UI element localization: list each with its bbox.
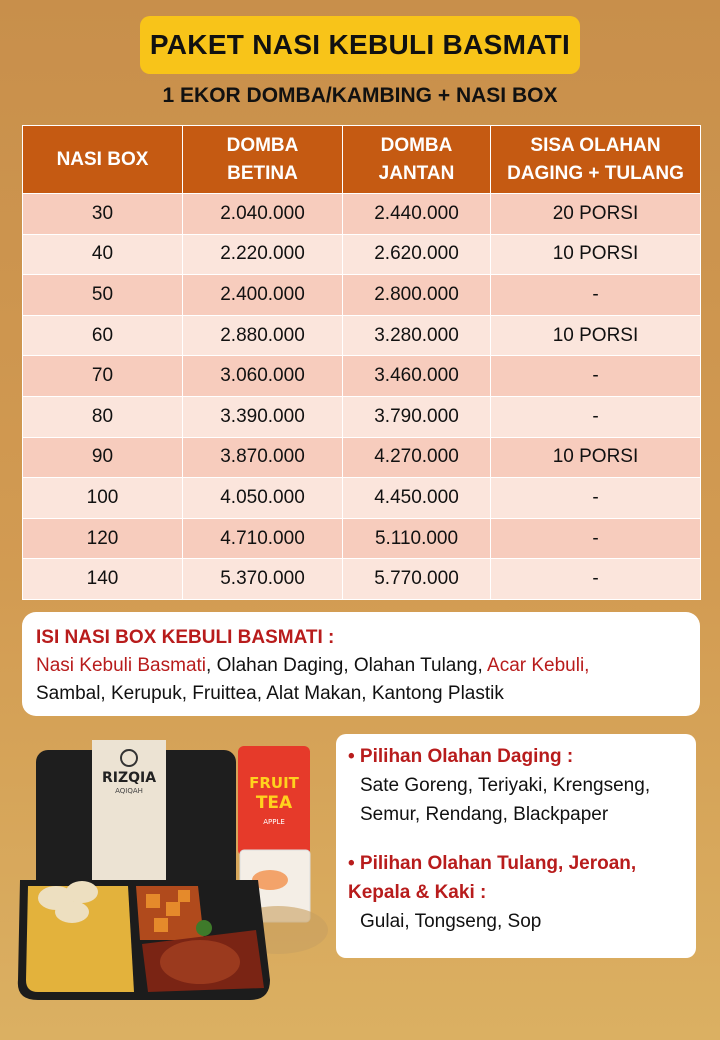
nasi-box-photo (8, 730, 332, 1030)
pilihan-daging-line-2: Semur, Rendang, Blackpaper (360, 804, 609, 825)
pilihan-tulang-line-1: Gulai, Tongseng, Sop (360, 911, 542, 932)
cell-domba-jantan: 3.280.000 (343, 315, 491, 356)
cell-domba-jantan: 2.440.000 (343, 194, 491, 235)
brand-name: RIZQIA (101, 770, 157, 786)
cell-domba-jantan: 2.800.000 (343, 275, 491, 316)
isi-items-middle: , Olahan Daging, Olahan Tulang, (206, 655, 488, 676)
cell-domba-betina: 2.040.000 (183, 194, 343, 235)
brand-subname: AQIQAH (115, 787, 143, 795)
brand-sleeve (92, 740, 166, 900)
cell-domba-jantan: 2.620.000 (343, 234, 491, 275)
cell-domba-jantan: 3.790.000 (343, 396, 491, 437)
cell-nasi-box: 140 (23, 559, 183, 600)
pilihan-tulang-title-2: Kepala & Kaki : (348, 882, 487, 903)
cell-sisa-olahan: 10 PORSI (491, 234, 701, 275)
cell-domba-betina: 2.400.000 (183, 275, 343, 316)
cell-nasi-box: 100 (23, 478, 183, 519)
cell-domba-jantan: 4.450.000 (343, 478, 491, 519)
pilihan-tulang-title-1: • Pilihan Olahan Tulang, Jeroan, (348, 853, 637, 874)
table-header-row (23, 126, 701, 194)
garnish (196, 920, 212, 936)
isi-title: ISI NASI BOX KEBULI BASMATI : (36, 627, 335, 648)
table-row (23, 234, 701, 275)
header-nasi-box: NASI BOX (23, 126, 183, 194)
table-row (23, 478, 701, 519)
cell-domba-betina: 2.880.000 (183, 315, 343, 356)
cell-domba-jantan: 5.770.000 (343, 559, 491, 600)
table-row (23, 315, 701, 356)
fruit-tea-label-1: FRUIT (249, 774, 299, 792)
cell-nasi-box: 40 (23, 234, 183, 275)
cell-nasi-box: 80 (23, 396, 183, 437)
cell-nasi-box: 50 (23, 275, 183, 316)
table-row (23, 356, 701, 397)
cell-sisa-olahan: - (491, 396, 701, 437)
page-title: PAKET NASI KEBULI BASMATI (149, 29, 571, 60)
cell-domba-betina: 2.220.000 (183, 234, 343, 275)
header-domba-betina: DOMBA BETINA (183, 126, 343, 194)
isi-line-2: Sambal, Kerupuk, Fruittea, Alat Makan, Kantong Plastik (36, 683, 504, 704)
cell-sisa-olahan: - (491, 275, 701, 316)
cell-domba-betina: 4.710.000 (183, 518, 343, 559)
pilihan-daging-title: • Pilihan Olahan Daging : (348, 746, 574, 767)
cell-domba-jantan: 5.110.000 (343, 518, 491, 559)
cell-sisa-olahan: - (491, 478, 701, 519)
header-sisa-olahan: SISA OLAHAN DAGING + TULANG (491, 126, 701, 194)
isi-nasi-box-panel (22, 612, 700, 716)
table-row (23, 437, 701, 478)
cell-domba-jantan: 3.460.000 (343, 356, 491, 397)
price-table (22, 125, 701, 600)
cell-sisa-olahan: 20 PORSI (491, 194, 701, 235)
cell-domba-jantan: 4.270.000 (343, 437, 491, 478)
isi-line-1 (36, 652, 686, 680)
fruit-tea-label-3: APPLE (263, 818, 285, 826)
pilihan-olahan-panel (336, 734, 696, 958)
cell-domba-betina: 3.870.000 (183, 437, 343, 478)
cell-sisa-olahan: - (491, 356, 701, 397)
table-row (23, 194, 701, 235)
header-domba-jantan: DOMBA JANTAN (343, 126, 491, 194)
cell-domba-betina: 5.370.000 (183, 559, 343, 600)
cell-sisa-olahan: - (491, 559, 701, 600)
cell-nasi-box: 30 (23, 194, 183, 235)
cell-nasi-box: 90 (23, 437, 183, 478)
cell-sisa-olahan: 10 PORSI (491, 315, 701, 356)
table-row (23, 396, 701, 437)
cell-sisa-olahan: - (491, 518, 701, 559)
cell-sisa-olahan: 10 PORSI (491, 437, 701, 478)
page-subtitle: 1 EKOR DOMBA/KAMBING + NASI BOX (162, 84, 558, 107)
title-badge (140, 16, 580, 74)
cell-domba-betina: 4.050.000 (183, 478, 343, 519)
isi-item-kebuli: Nasi Kebuli Basmati (36, 655, 207, 676)
table-row (23, 559, 701, 600)
fruit-tea-label-2: TEA (255, 793, 293, 813)
cell-nasi-box: 70 (23, 356, 183, 397)
isi-item-acar: Acar Kebuli, (487, 655, 590, 676)
olahan-daging (160, 940, 240, 984)
pilihan-daging-line-1: Sate Goreng, Teriyaki, Krengseng, (360, 775, 651, 796)
table-row (23, 518, 701, 559)
cell-nasi-box: 120 (23, 518, 183, 559)
cell-domba-betina: 3.060.000 (183, 356, 343, 397)
cell-domba-betina: 3.390.000 (183, 396, 343, 437)
cell-nasi-box: 60 (23, 315, 183, 356)
table-row (23, 275, 701, 316)
